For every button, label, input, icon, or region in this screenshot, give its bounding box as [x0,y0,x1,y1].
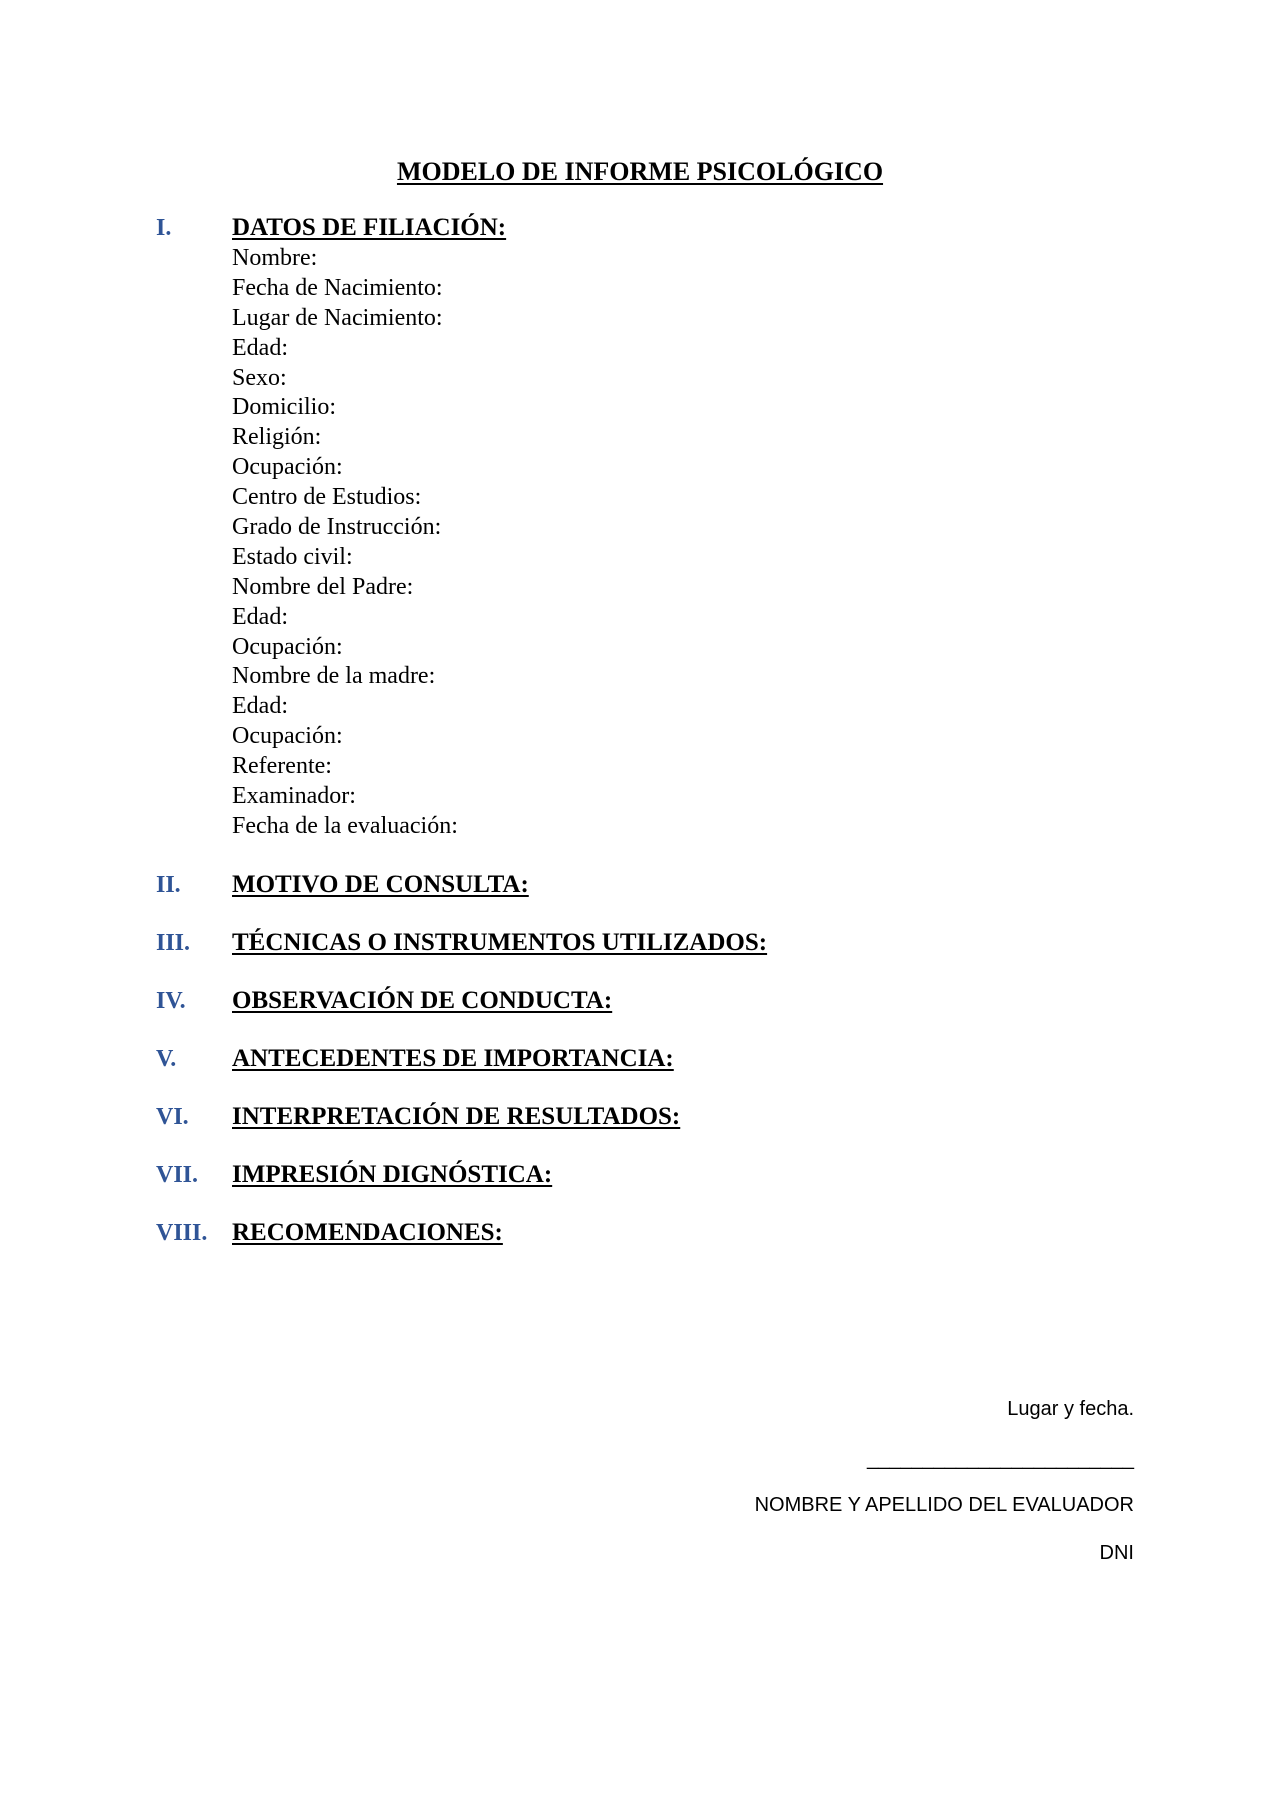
section-recomendaciones [156,1219,1156,1253]
section-observacion-conducta [156,987,1156,1021]
dni-label: DNI [1099,1542,1134,1564]
signature-line: ________________________ [867,1448,1134,1470]
section-numeral: VIII. [156,1220,208,1246]
filiation-field-list [232,244,1156,842]
field-label-ocupacion-madre: Ocupación: [232,723,343,750]
section-title: TÉCNICAS O INSTRUMENTOS UTILIZADOS: [232,929,768,956]
section-numeral: VII. [156,1162,199,1188]
field-label-nombre-padre: Nombre del Padre: [232,573,414,600]
evaluator-name-label: NOMBRE Y APELLIDO DEL EVALUADOR [754,1494,1134,1516]
field-label-edad: Edad: [232,334,288,361]
section-numeral: III. [156,930,191,956]
section-title: DATOS DE FILIACIÓN: [232,214,507,241]
section-numeral: II. [156,872,181,898]
field-label-edad-madre: Edad: [232,693,288,720]
section-tecnicas-instrumentos [156,929,1156,963]
section-title: OBSERVACIÓN DE CONDUCTA: [232,987,613,1014]
section-title: IMPRESIÓN DIGNÓSTICA: [232,1161,553,1188]
section-motivo-consulta [156,871,1156,905]
section-title: MOTIVO DE CONSULTA: [232,871,529,898]
field-label-estado-civil: Estado civil: [232,543,353,570]
section-antecedentes [156,1045,1156,1079]
field-label-religion: Religión: [232,424,322,451]
document-title: MODELO DE INFORME PSICOLÓGICO [396,157,884,186]
field-label-ocupacion-padre: Ocupación: [232,633,343,660]
section-numeral: IV. [156,988,186,1014]
field-label-lugar-nacimiento: Lugar de Nacimiento: [232,304,443,331]
field-label-grado-instruccion: Grado de Instrucción: [232,514,442,541]
field-label-nombre-madre: Nombre de la madre: [232,663,436,690]
section-numeral: I. [156,215,172,241]
section-datos-filiacion [156,214,1156,858]
field-label-fecha-evaluacion: Fecha de la evaluación: [232,812,458,839]
place-date-label: Lugar y fecha. [1007,1398,1134,1420]
section-numeral: VI. [156,1104,189,1130]
field-label-ocupacion: Ocupación: [232,454,343,481]
field-label-fecha-nacimiento: Fecha de Nacimiento: [232,274,443,301]
field-label-nombre: Nombre: [232,245,318,271]
section-interpretacion-resultados [156,1103,1156,1137]
field-label-sexo: Sexo: [232,364,287,391]
field-label-centro-estudios: Centro de Estudios: [232,484,422,511]
section-numeral: V. [156,1046,177,1072]
field-label-domicilio: Domicilio: [232,394,336,421]
section-title: ANTECEDENTES DE IMPORTANCIA: [232,1045,674,1072]
field-label-examinador: Examinador: [232,783,356,810]
section-title: INTERPRETACIÓN DE RESULTADOS: [232,1103,681,1130]
field-label-referente: Referente: [232,753,332,780]
section-impresion-diagnostica [156,1161,1156,1195]
field-label-edad-padre: Edad: [232,603,288,630]
section-title: RECOMENDACIONES: [232,1219,503,1246]
